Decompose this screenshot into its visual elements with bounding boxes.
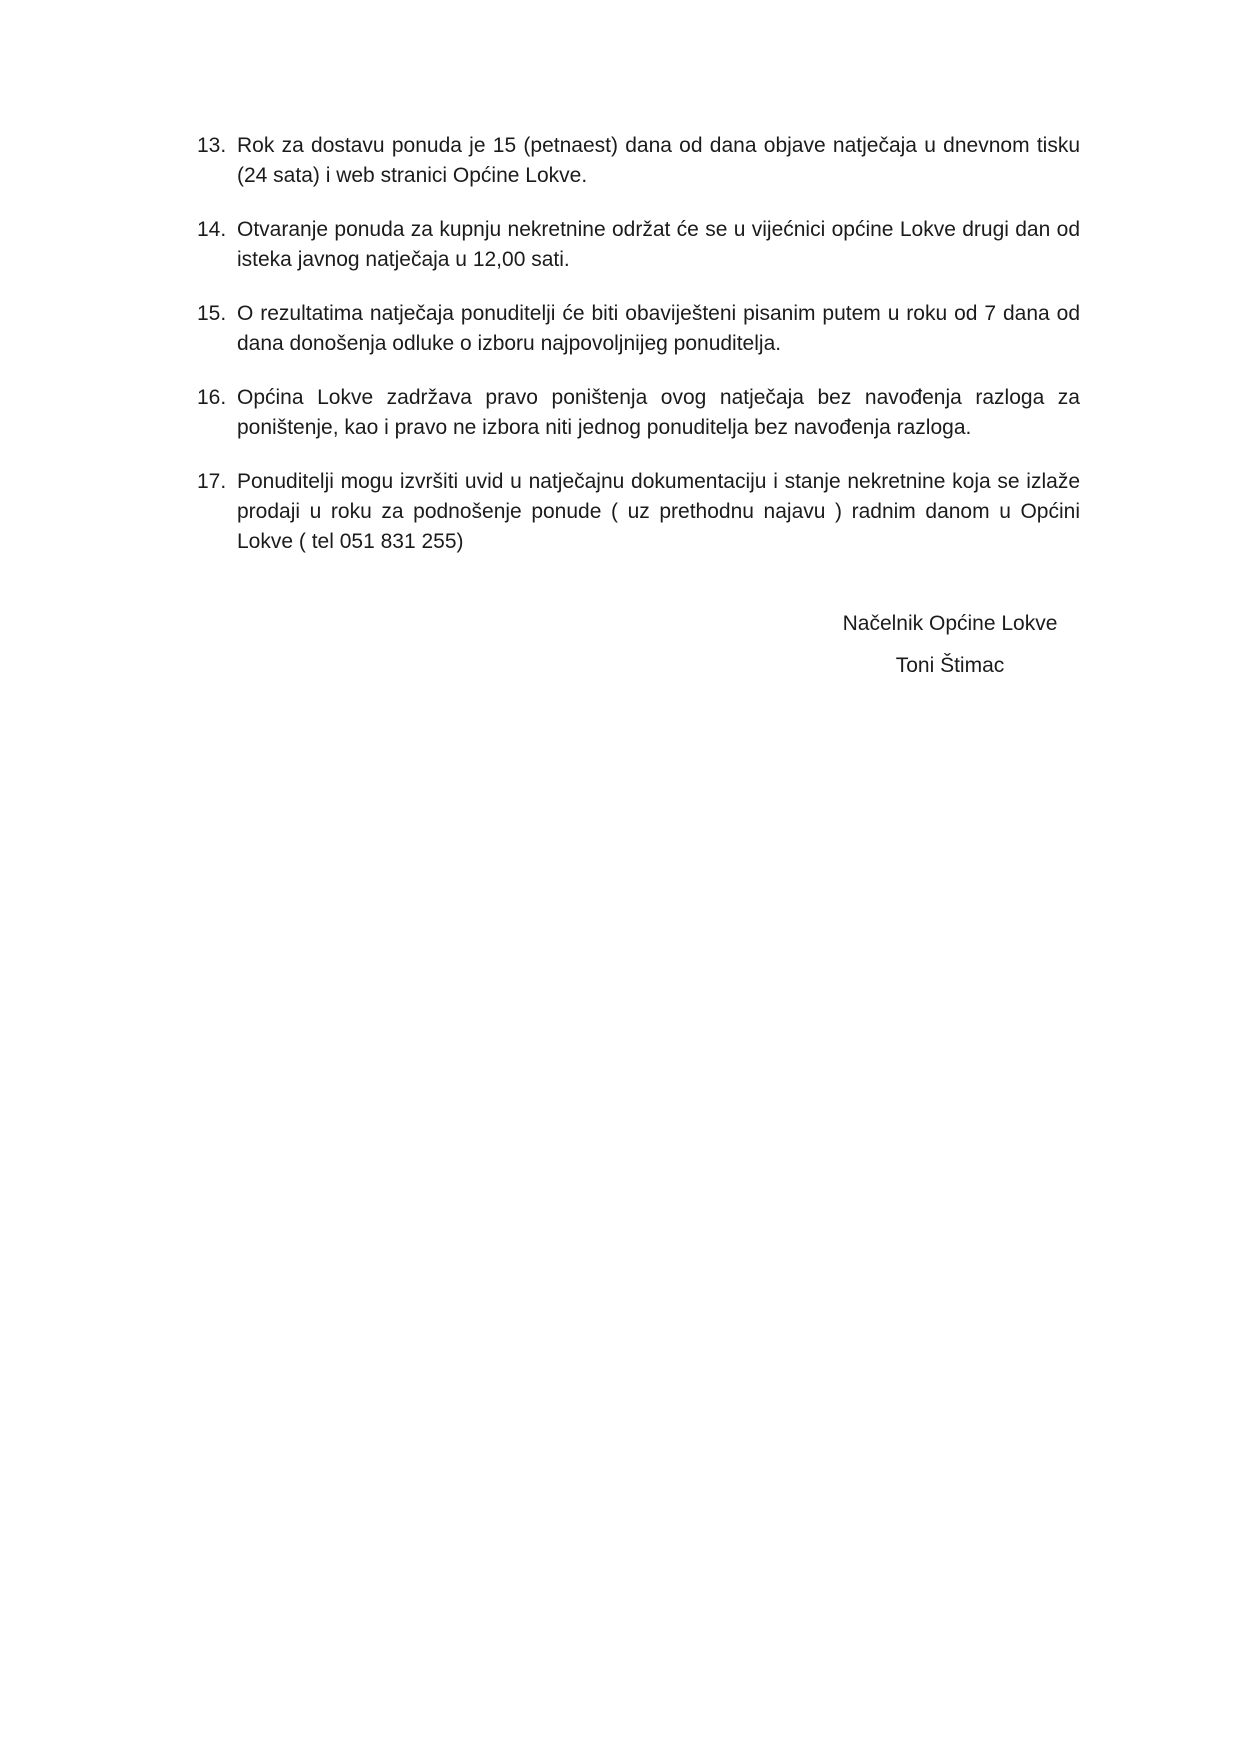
list-item-17: [197, 467, 1080, 557]
list-item-text: Rok za dostavu ponuda je 15 (petnaest) dana od dana objave natječaja u dnevnom tisku (24 sata) i web stranici Općine Lokve.: [237, 134, 1080, 187]
list-item-number: 14.: [197, 218, 227, 241]
list-item-number: 15.: [197, 302, 227, 325]
list-item-number: 13.: [197, 134, 227, 157]
list-item-number: 16.: [197, 386, 227, 409]
list-item-text: Otvaranje ponuda za kupnju nekretnine održat će se u vijećnici općine Lokve drugi dan od isteka javnog natječaja u 12,00 sati.: [237, 218, 1080, 271]
list-item-14: [197, 215, 1080, 275]
signatory-name: Toni Štimac: [895, 654, 1005, 677]
numbered-list: [197, 131, 1080, 581]
list-item-number: 17.: [197, 470, 227, 493]
list-item-15: [197, 299, 1080, 359]
signature-block: [700, 609, 1200, 681]
signatory-title: Načelnik Općine Lokve: [842, 612, 1058, 635]
list-item-text: O rezultatima natječaja ponuditelji će biti obaviješteni pisanim putem u roku od 7 dana od dana donošenja odluke o izboru najpovoljnijeg ponuditelja.: [237, 302, 1080, 355]
list-item-16: [197, 383, 1080, 443]
list-item-text: Ponuditelji mogu izvršiti uvid u natječajnu dokumentaciju i stanje nekretnine koja se izlaže prodaji u roku za podnošenje ponude ( uz prethodnu najavu ) radnim danom u Općini Lokve ( tel 051 831 255): [237, 470, 1080, 553]
list-item-13: [197, 131, 1080, 191]
list-item-text: Općina Lokve zadržava pravo poništenja ovog natječaja bez navođenja razloga za poništenje, kao i pravo ne izbora niti jednog ponuditelja bez navođenja razloga.: [237, 386, 1080, 439]
